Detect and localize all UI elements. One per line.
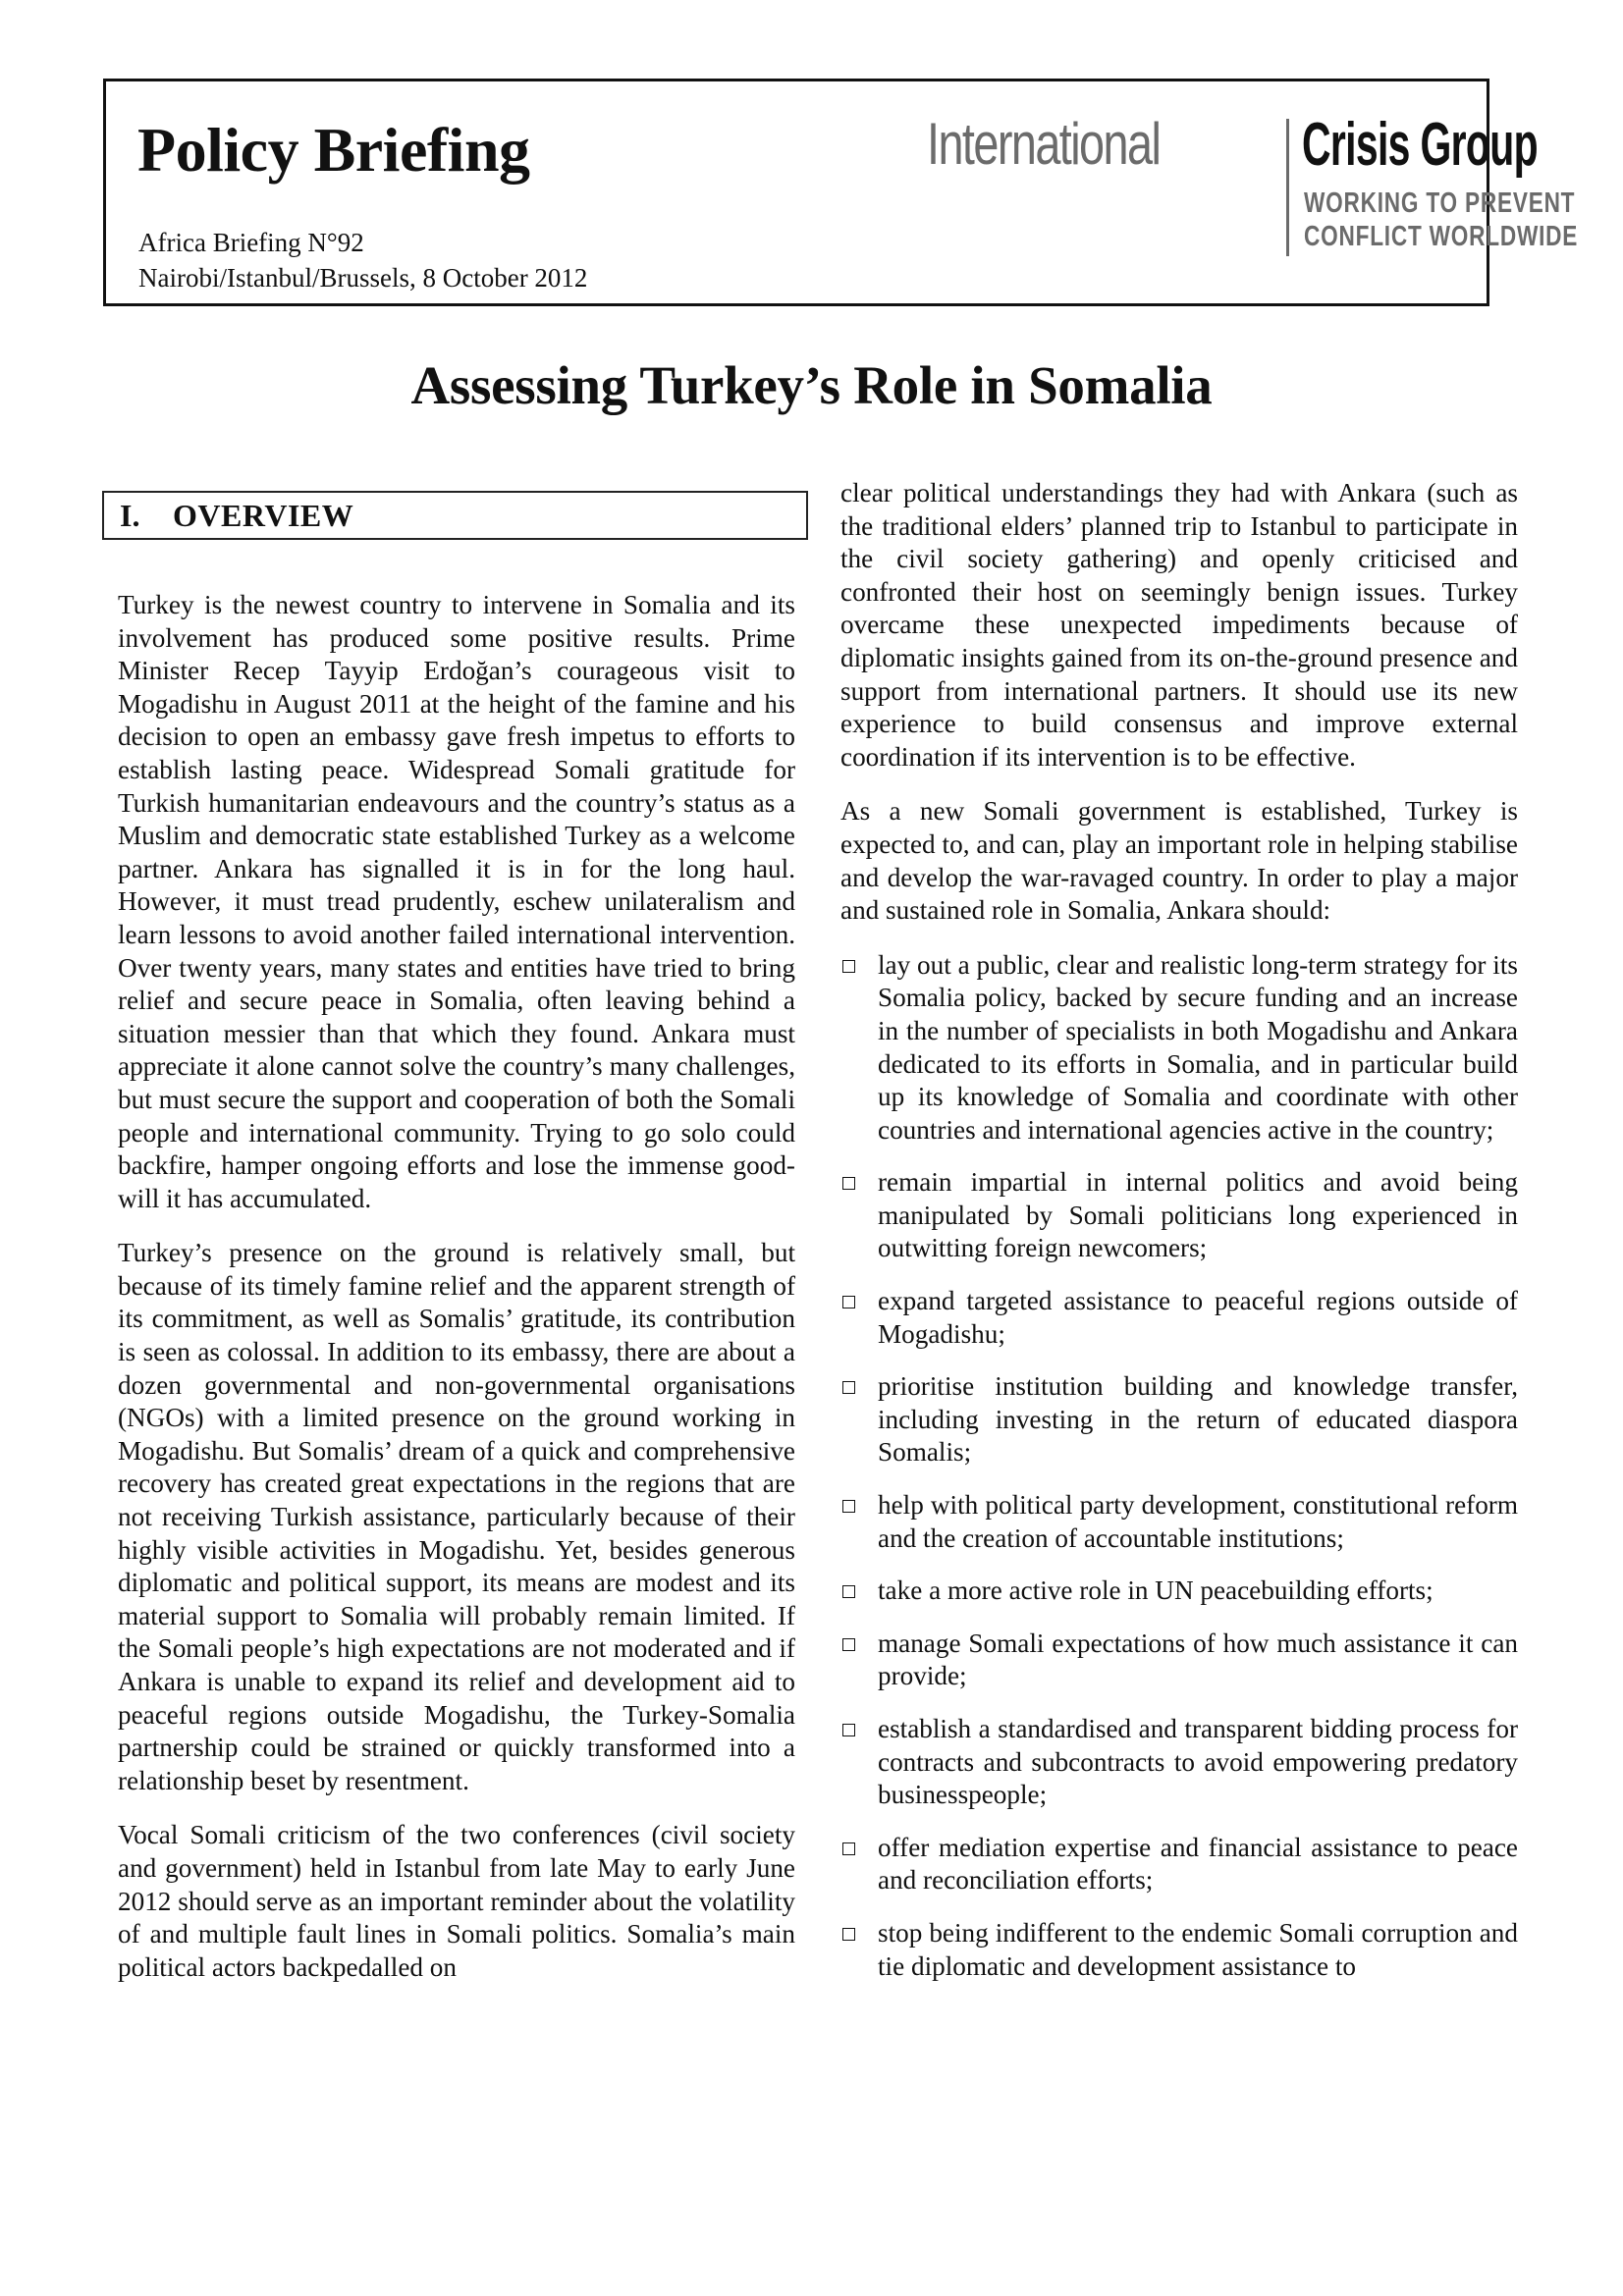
checkbox-square-icon <box>842 1585 855 1598</box>
body-paragraph: Vocal Somali criticism of the two conferences (civil society and government) held in Istanbul from late May to early June 2012 should serve as an important reminder about the volatility of and multiple fault lines in Somali politics. Somalia’s main political actors backpedalled on <box>118 1820 795 1982</box>
section-number: I. <box>120 498 140 533</box>
briefing-type-title: Policy Briefing <box>137 115 530 185</box>
recommendation-item <box>840 1489 1518 1555</box>
checkbox-square-icon <box>842 1842 855 1855</box>
recommendation-text: expand targeted assistance to peaceful regions outside of Mogadishu; <box>878 1286 1518 1349</box>
briefing-meta <box>138 225 587 295</box>
document-title: Assessing Turkey’s Role in Somalia <box>410 355 1213 415</box>
recommendation-item <box>840 1713 1518 1812</box>
recommendation-text: remain impartial in internal politics and avoid being manipulated by Somali politicians long experienced in outwitting foreign newcomers; <box>878 1167 1518 1263</box>
recommendations-list <box>840 949 1518 1983</box>
recommendation-item <box>840 1166 1518 1265</box>
body-paragraph: Turkey’s presence on the ground is relatively small, but because of its timely famine relief and the apparent strength of its commitment, as well as Somalis’ gratitude, its contribution is seen as colossal. In addition to its embassy, there are about a dozen governmental and non-governmental organisations (NGOs) with a limited presence on the ground working in Mogadishu. But Somalis’ dream of a quick and comprehensive recovery has created great expectations in the regions that are not receiving Turkish assistance, particularly because of their highly visible activities in Mogadishu. Yet, besides generous diplomatic and political support, its means are modest and its material support to Somalia will probably remain limited. If the Somali people’s high expectations are not moderated and if Ankara is unable to expand its relief and development aid to peaceful regions outside Mogadishu, the Turkey-Somalia partnership could be strained or quickly transformed into a relationship beset by resentment. <box>118 1238 795 1795</box>
briefing-place-date: Nairobi/Istanbul/Brussels, 8 October 2012 <box>138 263 588 293</box>
recommendation-item <box>840 949 1518 1148</box>
recommendation-text: lay out a public, clear and realistic long-term strategy for its Somalia policy, backed by secure funding and an increase in the number of specialists in both Mogadishu and Ankara dedicated to its efforts in Somalia, and in particular build up its knowledge of Somalia and coordinate with other countries and international agencies active in the country; <box>878 949 1518 1145</box>
recommendation-item <box>840 1832 1518 1897</box>
briefing-series: Africa Briefing N°92 <box>138 228 364 257</box>
recommendation-item <box>840 1628 1518 1693</box>
recommendation-text: take a more active role in UN peacebuilding efforts; <box>878 1575 1434 1606</box>
right-column <box>840 477 1518 2002</box>
recommendation-item <box>840 1575 1518 1608</box>
checkbox-square-icon <box>842 1381 855 1394</box>
checkbox-square-icon <box>842 1928 855 1941</box>
briefing-header <box>103 79 1579 306</box>
body-paragraph: Turkey is the newest country to intervene in Somalia and its involvement has produced some positive results. Prime Minister Recep Tayyip Erdoğan’s courageous visit to Mogadishu in August 2011 at the height of the famine and his decision to open an embassy gave fresh impetus to efforts to establish lasting peace. Widespread Somali gratitude for Turkish humanitarian endeavours and the country’s status as a Muslim and democratic state established Turkey as a welcome partner. Ankara has signalled it is in for the long haul. However, it must tread prudently, eschew unilateralism and learn lessons to avoid another failed international intervention. Over twenty years, many states and entities have tried to bring relief and secure peace in Somalia, often leaving behind a situation messier than that which they found. Ankara must appreciate it alone cannot solve the country’s many challenges, but must secure the support and cooperation of both the Somali people and international community. Trying to go solo could backfire, hamper ongoing efforts and lose the immense good-will it has accumulated. <box>118 590 795 1213</box>
left-column <box>118 589 795 2005</box>
logo-tagline-1: WORKING TO PREVENT <box>1304 187 1576 219</box>
body-paragraph: As a new Somali government is established, Turkey is expected to, and can, play an important role in helping stabilise and develop the war-ravaged country. In order to play a major and sustained role in Somalia, Ankara should: <box>840 796 1518 926</box>
section-label: OVERVIEW <box>173 498 354 533</box>
logo-word-international: International <box>927 111 1161 177</box>
checkbox-square-icon <box>842 1724 855 1736</box>
logo-word-crisis-group: Crisis Group <box>1302 111 1538 179</box>
section-heading <box>102 491 808 540</box>
recommendation-text: offer mediation expertise and financial assistance to peace and reconciliation efforts; <box>878 1832 1518 1896</box>
recommendation-text: stop being indifferent to the endemic Somali corruption and tie diplomatic and development assistance to <box>878 1917 1518 1981</box>
recommendation-item <box>840 1917 1518 1983</box>
recommendation-text: manage Somali expectations of how much assistance it can provide; <box>878 1628 1518 1691</box>
checkbox-square-icon <box>842 1638 855 1651</box>
recommendation-text: help with political party development, constitutional reform and the creation of accountable institutions; <box>878 1490 1518 1553</box>
recommendation-text: prioritise institution building and knowledge transfer, including investing in the return of educated diaspora Somalis; <box>878 1371 1518 1468</box>
logo-tagline-2: CONFLICT WORLDWIDE <box>1304 221 1579 252</box>
crisis-group-logo <box>927 111 1579 262</box>
checkbox-square-icon <box>842 1177 855 1190</box>
recommendation-text: establish a standardised and transparent bidding process for contracts and subcontracts to avoid empowering predatory businesspeople; <box>878 1714 1518 1810</box>
checkbox-square-icon <box>842 960 855 973</box>
recommendation-item <box>840 1285 1518 1351</box>
checkbox-square-icon <box>842 1296 855 1308</box>
checkbox-square-icon <box>842 1500 855 1513</box>
body-paragraph: clear political understandings they had with Ankara (such as the traditional elders’ planned trip to Istanbul to participate in the civil society gathering) and openly criticised and confronted their host on seemingly benign issues. Turkey overcame these unexpected impediments because of diplomatic insights gained from its on-the-ground presence and support from international partners. It should use its new experience to build consensus and improve external coordination if its intervention is to be effective. <box>840 478 1518 772</box>
recommendation-item <box>840 1370 1518 1469</box>
logo-divider <box>1286 119 1289 256</box>
